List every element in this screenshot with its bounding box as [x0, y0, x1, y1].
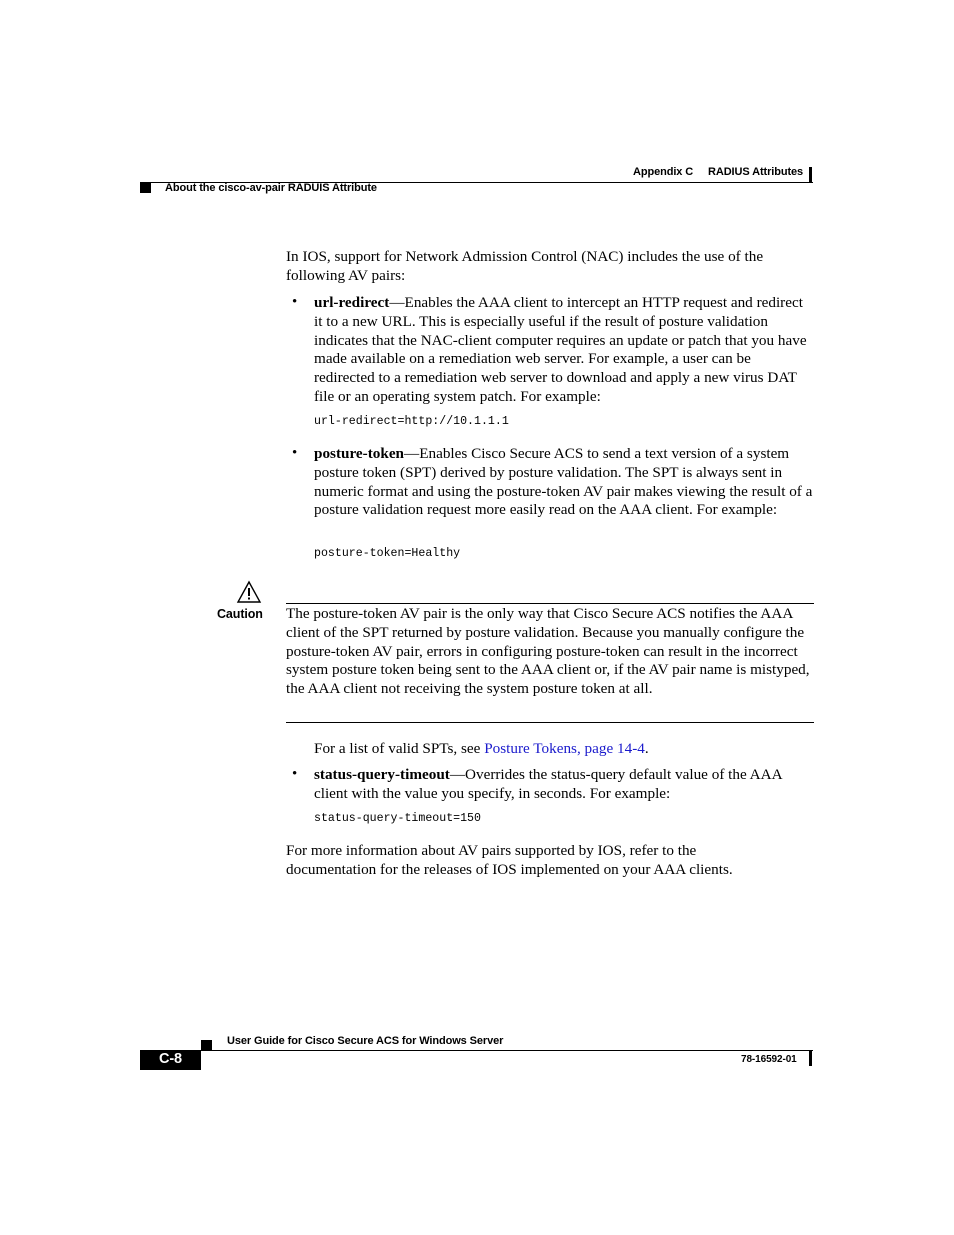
header-chapter-title: RADIUS Attributes: [708, 166, 804, 178]
term-url-redirect: url-redirect: [314, 294, 390, 311]
bullet-marker: •: [292, 294, 298, 310]
header-appendix: Appendix C: [633, 166, 694, 178]
bullet-marker: •: [292, 766, 298, 782]
section-title: About the cisco-av-pair RADUIS Attribute: [165, 182, 377, 194]
caution-top-rule: [286, 603, 814, 604]
footer-rule: [140, 1050, 813, 1051]
description-status-query-timeout: —Overrides the status-query default value of the AAA client with the value you specify, in seconds. For example:: [314, 766, 782, 802]
closing-paragraph: For more information about AV pairs supported by IOS, refer to the documentation for the releases of IOS implemented on your AAA clients.: [286, 842, 733, 878]
guide-title: User Guide for Cisco Secure ACS for Windows Server: [227, 1035, 504, 1047]
term-posture-token: posture-token: [314, 445, 405, 462]
page-number: C-8: [158, 1051, 183, 1067]
description-posture-token: —Enables Cisco Secure ACS to send a text version of a system posture token (SPT) derived by posture validation. The SPT is always sent in numeric format and using the posture-token AV pair makes viewing the result of a posture validation request more easily read on the AAA client. For example:: [314, 445, 813, 519]
warning-triangle-icon: [236, 580, 262, 604]
list-item-posture-token: [314, 445, 814, 520]
code-url-redirect: url-redirect=http://10.1.1.1: [314, 415, 509, 428]
term-status-query-timeout: status-query-timeout: [314, 766, 450, 783]
bullet-marker: •: [292, 445, 298, 461]
header-right-bar: [809, 167, 812, 183]
posture-tokens-link[interactable]: Posture Tokens, page 14-4: [484, 740, 645, 757]
list-item-url-redirect: [314, 294, 814, 407]
code-posture-token: posture-token=Healthy: [314, 547, 461, 560]
intro-paragraph: In IOS, support for Network Admission Control (NAC) includes the use of the following AV pairs:: [286, 248, 764, 284]
spt-note: [314, 740, 814, 759]
caution-text: The posture-token AV pair is the only way that Cisco Secure ACS notifies the AAA client of the SPT returned by posture validation. Because you manually configure the posture-token AV pair, errors in configuring posture-token can result in the incorrect system posture token being sent to the AAA client or, if the AV pair name is mistyped, the AAA client not receiving the system posture token at all.: [286, 605, 810, 698]
description-url-redirect: —Enables the AAA client to intercept an HTTP request and redirect it to a new URL. This is especially useful if the result of posture validation indicates that the NAC-client computer requires an update or patch that you have made available on a remediation web server. For example, a user can be redirected to a remediation web server to download and apply a new virus DAT file or an operating system patch. For example:: [314, 294, 807, 405]
list-item-status-query-timeout: [314, 766, 814, 804]
footer-right-bar: [809, 1051, 812, 1066]
caution-bottom-rule: [286, 722, 814, 723]
code-status-query-timeout: status-query-timeout=150: [314, 812, 481, 825]
doc-number: 78-16592-01: [741, 1054, 797, 1065]
spt-note-suffix: .: [644, 740, 649, 757]
header-square-marker: [140, 182, 151, 193]
spt-note-prefix: For a list of valid SPTs, see: [314, 740, 485, 757]
caution-label: Caution: [217, 607, 263, 621]
